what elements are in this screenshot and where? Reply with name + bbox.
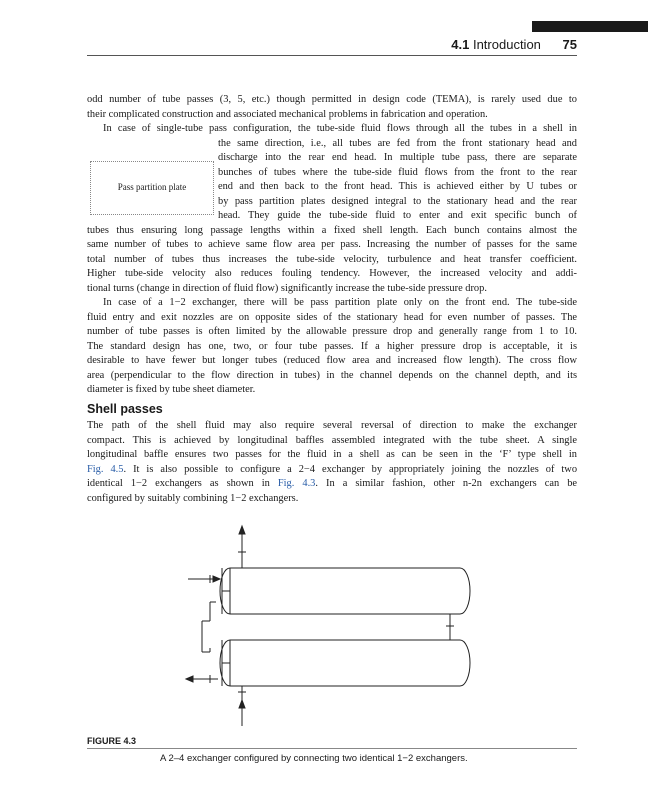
exchanger-diagram <box>170 522 490 732</box>
figure-caption: A 2–4 exchanger configured by connecting two identical 1−2 exchangers. <box>160 753 468 764</box>
top-outlet-arrow <box>239 526 245 534</box>
fig-4-3-link[interactable]: Fig. 4.3 <box>277 478 316 489</box>
pass-partition-plate-box <box>90 161 214 215</box>
header-rule <box>87 55 577 56</box>
fig-4-5-link[interactable]: Fig. 4.5 <box>87 463 124 475</box>
paragraph-1: odd number of tube passes (3, 5, etc.) though permitted in design code (TEMA), is rarely used due to their complicated construction and associated mechanical problems in fabrication and operation. <box>87 94 577 120</box>
figure-label: FIGURE 4.3 <box>87 736 137 746</box>
paragraph-2: In case of single-tube pass configuration, the tube-side fluid flows through all the tubes in a shell in Pass partition plate the same direction, i.e., all tubes are fed from the front stationary head and discharge into the rear end head. In multiple tube pass, there are separate bunches of tubes where the tube-side fluid flows from the front to the rear end and then back to the front head. This is achieved either by U tubes or by pass partition plates designed integral to the stationary head and the rear head. They guide the tube-side fluid to enter and exit specific bunch of tubes thus ensuring long passage lengths within a fixed shell length. Each bunch contains almost the same number of tubes to achieve same flow area per pass. Increasing the number of passes for the same total number of tubes thus increases the tube-side velocity, turbulence and heat transfer coefficient. Higher tube-side velocity also reduces fouling tendency. However, the increased velocity and addi- tional turns (change in direction of fluid flow) significantly increase the tube-side pressure drop. <box>87 123 577 294</box>
body-text <box>87 93 577 506</box>
running-header <box>451 37 577 52</box>
page-number: 75 <box>562 37 577 52</box>
section-title: Introduction <box>472 37 541 52</box>
pass-partition-label: Pass partition plate <box>117 182 187 193</box>
paragraph-4: The path of the shell fluid may also require several reversal of direction to make the exchanger compact. This is achieved by longitudinal baffles assembled integrated with the tube sheet. A single longitudinal baffle ensures two passes for the fluid in a shell as can be seen in the ‘F’ type shell in Fig. 4.5. It is also possible to configure a 2−4 exchanger by appropriately joining the nozzles of two identical 1−2 exchangers as shown in Fig. 4.3. In a similar fashion, other n-2n exchangers can be configured by suitably combining 1−2 exchangers. <box>87 420 578 504</box>
upper-shell <box>220 568 470 614</box>
header-bar <box>532 21 648 32</box>
paragraph-3: In case of a 1−2 exchanger, there will be pass partition plate only on the front end. The tube-side fluid entry and exit nozzles are on opposite sides of the stationary head for even number of passes. The number of tube passes is often limited by the allowable pressure drop and generally range from 1 to 10. The standard design has one, two, or four tube passes. If a higher pressure drop is acceptable, it is desirable to have fewer but longer tubes (reduced flow area and increased flow length). The cross flow area (perpendicular to the flow direction in tubes) in the channel depends on the channel depth, and its diameter is fixed by tube sheet diameter. <box>87 297 577 395</box>
section-heading: Shell passes <box>87 401 163 416</box>
section-number: 4.1 <box>451 37 470 52</box>
figure-rule <box>87 748 577 749</box>
bottom-inlet-arrow <box>239 700 245 708</box>
lower-shell <box>220 640 470 686</box>
